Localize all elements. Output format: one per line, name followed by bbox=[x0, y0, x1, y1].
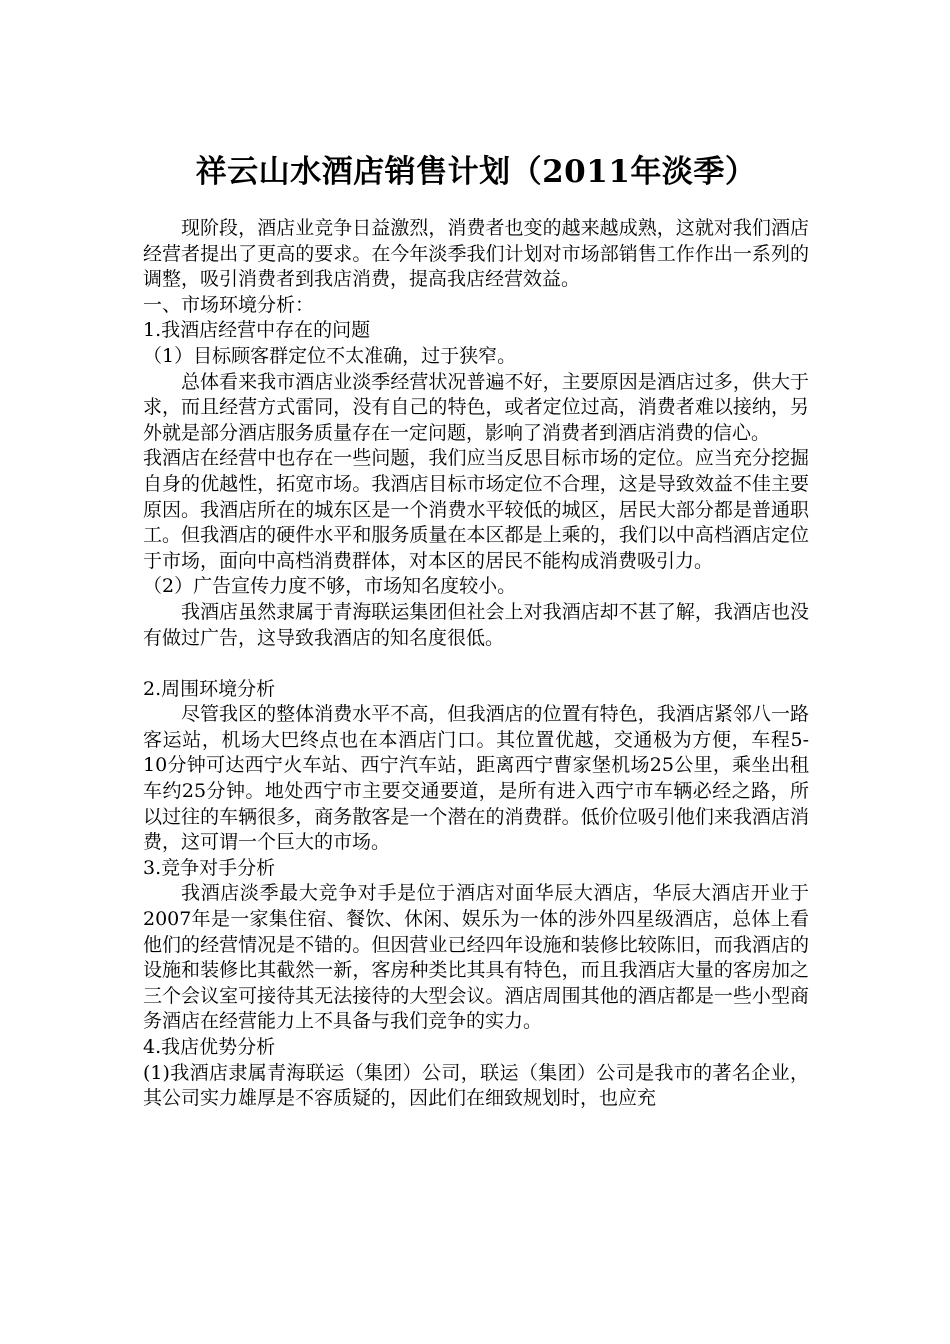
paragraph: 2.周围环境分析 bbox=[143, 677, 276, 700]
paragraph: 我酒店虽然隶属于青海联运集团但社会上对我酒店却不甚了解，我酒店也没有做过广告，这导致我酒店的知名度很低。 bbox=[143, 600, 809, 649]
paragraph: (1)我酒店隶属青海联运（集团）公司，联运（集团）公司是我市的著名企业，其公司实力雄厚是不容质疑的，因此们在细致规划时，也应充 bbox=[143, 1061, 809, 1110]
paragraph: 现阶段，酒店业竞争日益激烈，消费者也变的越来越成熟，这就对我们酒店经营者提出了更高的要求。在今年淡季我们计划对市场部销售工作作出一系列的调整，吸引消费者到我店消费，提高我店经营效益。 bbox=[143, 217, 809, 291]
paragraph: 我酒店在经营中也存在一些问题，我们应当反思目标市场的定位。应当充分挖掘自身的优越性，拓宽市场。我酒店目标市场定位不合理，这是导致效益不佳主要原因。我酒店所在的城东区是一个消费水平较低的城区，居民大部分都是普通职工。但我酒店的硬件水平和服务质量在本区都是上乘的，我们以中高档酒店定位于市场，面向中高档消费群体，对本区的居民不能构成消费吸引力。 bbox=[143, 447, 809, 572]
document-page bbox=[143, 150, 809, 1112]
paragraph: 尽管我区的整体消费水平不高，但我酒店的位置有特色，我酒店紧邻八一路客运站，机场大巴终点也在本酒店门口。其位置优越，交通极为方便，车程5-10分钟可达西宁火车站、西宁汽车站，距离西宁曹家堡机场25公里，乘坐出租车约25分钟。地处西宁市主要交通要道，是所有进入西宁市车辆必经之路，所以过往的车辆很多，商务散客是一个潜在的消费群。低价位吸引他们来我酒店消费，这可谓一个巨大的市场。 bbox=[143, 703, 809, 854]
paragraph: 我酒店淡季最大竞争对手是位于酒店对面华辰大酒店，华辰大酒店开业于2007年是一家集住宿、餐饮、休闲、娱乐为一体的涉外四星级酒店，总体上看他们的经营情况是不错的。但因营业已经四年设施和装修比较陈旧，而我酒店的设施和装修比其截然一新，客房种类比其具有特色，而且我酒店大量的客房加之三个会议室可接待其无法接待的大型会议。酒店周围其他的酒店都是一些小型商务酒店在经营能力上不具备与我们竞争的实力。 bbox=[143, 882, 809, 1033]
paragraph: 4.我店优势分析 bbox=[143, 1036, 276, 1058]
paragraph: 1.我酒店经营中存在的问题 bbox=[143, 319, 371, 342]
paragraph: （1）目标顾客群定位不太准确，过于狭窄。 bbox=[143, 344, 517, 367]
document-title: 祥云山水酒店销售计划（2011年淡季） bbox=[195, 154, 757, 190]
paragraph: （2）广告宣传力度不够，市场知名度较小。 bbox=[143, 575, 517, 598]
paragraph: 总体看来我市酒店业淡季经营状况普遍不好，主要原因是酒店过多，供大于求，而且经营方式雷同，没有自己的特色，或者定位过高，消费者难以接纳，另外就是部分酒店服务质量存在一定问题，影响了消费者到酒店消费的信心。 bbox=[143, 370, 809, 444]
paragraph bbox=[143, 651, 809, 677]
document-body bbox=[143, 216, 809, 1112]
paragraph: 一、市场环境分析： bbox=[143, 293, 315, 316]
paragraph: 3.竞争对手分析 bbox=[143, 856, 276, 879]
